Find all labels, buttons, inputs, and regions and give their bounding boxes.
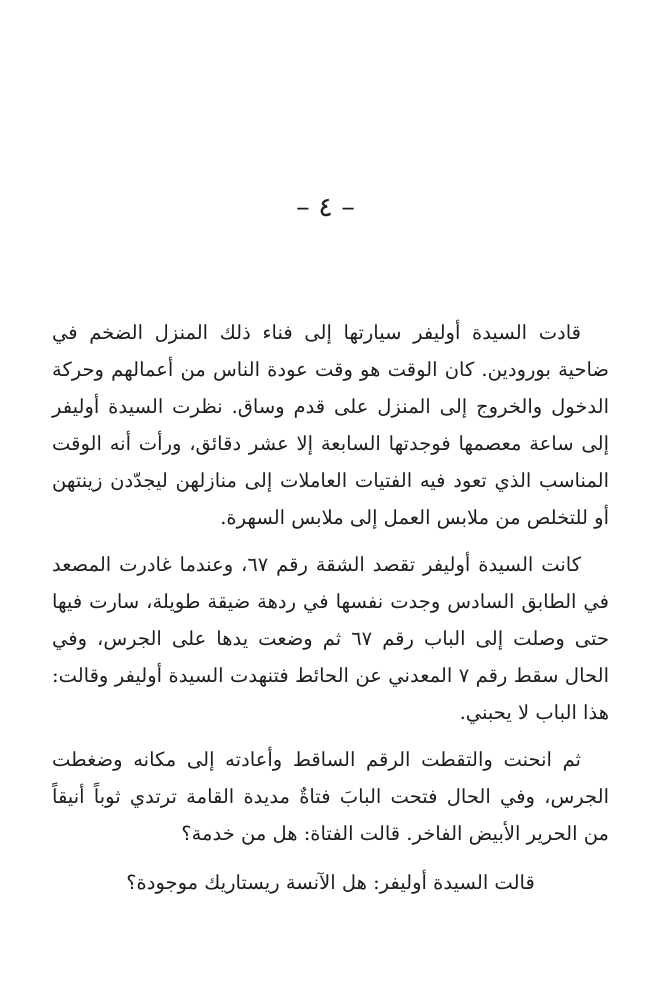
chapter-number: – ٤ – [296, 192, 355, 223]
paragraph-1: قادت السيدة أوليفر سيارتها إلى فناء ذلك المنزل الضخم في ضاحية بورودين. كان الوقت هو وقت عودة الناس من أعمالهم وحركة الدخول والخروج إلى المنزل على قدم وساق. نظرت السيدة أوليفر إلى ساعة معصمها فوجدتها السابعة إلا عشر دقائق، ورأت أنه الوقت المناسب الذي تعود فيه الفتيات العاملات إلى منازلهن ليجدّدن زينتهن أو للتخلص من ملابس العمل إلى ملابس السهرة. [52, 321, 609, 529]
paragraph-4: قالت السيدة أوليفر: هل الآنسة ريستاريك موجودة؟ [126, 871, 535, 894]
paragraph-2: كانت السيدة أوليفر تقصد الشقة رقم ٦٧، وعندما غادرت المصعد في الطابق السادس وجدت نفسها في ردهة ضيقة طويلة، سارت فيها حتى وصلت إلى الباب رقم ٦٧ ثم وضعت يدها على الجرس، وفي الحال سقط رقم ٧ المعدني عن الحائط فتنهدت السيدة أوليفر وقالت: هذا الباب لا يحبني. [52, 553, 609, 724]
chapter-body [52, 314, 609, 901]
paragraph-3: ثم انحنت والتقطت الرقم الساقط وأعادته إلى مكانه وضغطت الجرس، وفي الحال فتحت البابَ فتاةٌ مديدة القامة ترتدي ثوباً أنيقاً من الحرير الأبيض الفاخر. قالت الفتاة: هل من خدمة؟ [52, 748, 609, 845]
